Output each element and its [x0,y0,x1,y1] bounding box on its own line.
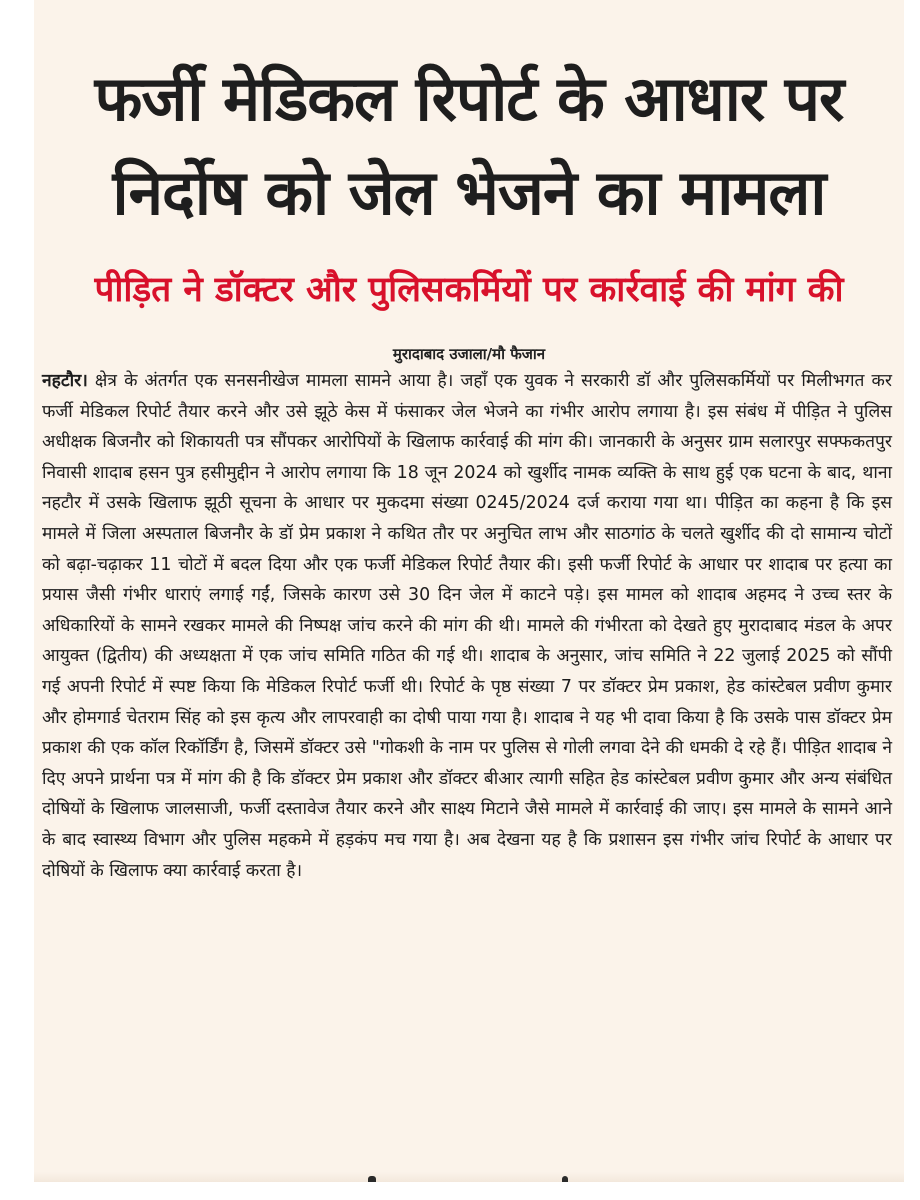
dateline: नहटौर। [42,371,88,391]
newspaper-clipping [34,0,904,1182]
article-body [42,366,892,886]
subheadline: पीड़ित ने डॉक्टर और पुलिसकर्मियों पर कार्रवाई की मांग की [94,270,844,310]
article-text: क्षेत्र के अंतर्गत एक सनसनीखेज मामला सामने आया है। जहाँ एक युवक ने सरकारी डॉ और पुलिसकर्मियों पर मिलीभगत कर फर्जी मेडिकल रिपोर्ट तैयार करने और उसे झूठे केस में फंसाकर जेल भेजने का गंभीर आरोप लगाया है। इस संबंध में पीड़ित ने पुलिस अधीक्षक बिजनौर को शिकायती पत्र सौंपकर आरोपियों के खिलाफ कार्रवाई की मांग की। जानकारी के अनुसर ग्राम सलारपुर सफ्फकतपुर निवासी शादाब हसन पुत्र हसीमुद्दीन ने आरोप लगाया कि 18 जून 2024 को खुर्शीद नामक व्यक्ति के साथ हुई एक घटना के बाद, थाना नहटौर में उसके खिलाफ झूठी सूचना के आधार पर मुकदमा संख्या 0245/2024 दर्ज कराया गया था। पीड़ित का कहना है कि इस मामले में जिला अस्पताल बिजनौर के डॉ प्रेम प्रकाश ने कथित तौर पर अनुचित लाभ और साठगांठ के चलते खुर्शीद की दो सामान्य चोटों को बढ़ा-चढ़ाकर 11 चोटों में बदल दिया और एक फर्जी मेडिकल रिपोर्ट तैयार की। इसी फर्जी रिपोर्ट के आधार पर शादाब पर हत्या का प्रयास जैसी गंभीर धाराएं लगाई गईं, जिसके कारण उसे 30 दिन जेल में काटने पड़े। इस मामल को शादाब अहमद ने उच्च स्तर के अधिकारियों के सामने रखकर मामले की निष्पक्ष जांच करने की मांग की थी। मामले की गंभीरता को देखते हुए मुरादाबाद मंडल के अपर आयुक्त (द्वितीय) की अध्यक्षता में एक जांच समिति गठित की गई थी। शादाब के अनुसार, जांच समिति ने 22 जुलाई 2025 को सौंपी गई अपनी रिपोर्ट में स्पष्ट किया कि मेडिकल रिपोर्ट फर्जी थी। रिपोर्ट के पृष्ठ संख्या 7 पर डॉक्टर प्रेम प्रकाश, हेड कांस्टेबल प्रवीण कुमार और होमगार्ड चेतराम सिंह को इस कृत्य और लापरवाही का दोषी पाया गया है। शादाब ने यह भी दावा किया है कि उसके पास डॉक्टर प्रेम प्रकाश की एक कॉल रिकॉर्डिंग है, जिसमें डॉक्टर उसे "गोकशी के नाम पर पुलिस से गोली लगवा देने की धमकी दे रहे हैं। पीड़ित शादाब ने दिए अपने प्रार्थना पत्र में मांग की है कि डॉक्टर प्रेम प्रकाश और डॉक्टर बीआर त्यागी सहित हेड कांस्टेबल प्रवीण कुमार और अन्य संबंधित दोषियों के खिलाफ जालसाजी, फर्जी दस्तावेज तैयार करने और साक्ष्य मिटाने जैसे मामले में कार्रवाई की जाए। इस मामले के सामने आने के बाद स्वास्थ्य विभाग और पुलिस महकमे में हड़कंप मच गया है। अब देखना यह है कि प्रशासन इस गंभीर जांच रिपोर्ट के आधार पर दोषियों के खिलाफ क्या कार्रवाई करता है। [42,371,892,881]
headline-line-1: फर्जी मेडिकल रिपोर्ट के आधार पर [94,62,844,135]
cut-text-fragment [562,1176,568,1182]
headline-line-2: निर्दोष को जेल भेजने का मामला [112,156,826,229]
byline: मुरादाबाद उजाला/मौ फैजान [392,345,546,363]
clipping-bottom-edge [34,1172,904,1182]
cut-text-fragment [368,1176,376,1182]
headline [48,52,890,240]
